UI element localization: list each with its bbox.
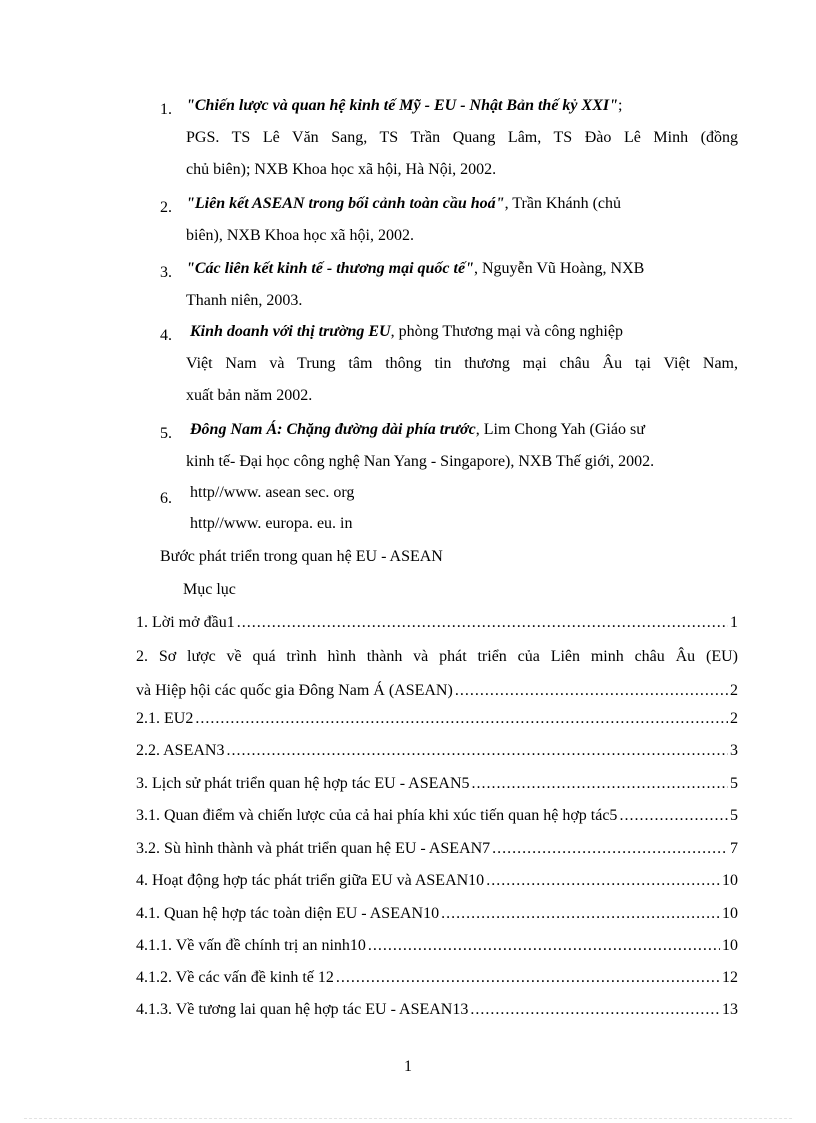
reference-item-4-line-3: xuất bản năm 2002.: [186, 387, 313, 404]
reference-number: 2.: [160, 199, 172, 216]
toc-entry[interactable]: 1. Lời mở đầu1 ..... 1: [136, 613, 738, 633]
toc-entry[interactable]: 4. Hoạt động hợp tác phát triển giữa EU và ASEAN10 ..... 10: [136, 871, 738, 891]
reference-item-5-line-2: kinh tế- Đại học công nghệ Nan Yang - Singapore), NXB Thế giới, 2002.: [186, 453, 655, 470]
reference-item-1-line-1: "Chiến lược và quan hệ kinh tế Mỹ - EU - Nhật Bản thế kỷ XXI";: [186, 97, 623, 114]
reference-title: "Các liên kết kinh tế - thương mại quốc tế": [186, 260, 474, 277]
toc-entry[interactable]: 4.1. Quan hệ hợp tác toàn diện EU - ASEAN10 ..... 10: [136, 904, 738, 924]
reference-item-2-line-2: biên), NXB Khoa học xã hội, 2002.: [186, 227, 414, 244]
reference-url-1[interactable]: http//www. asean sec. org: [190, 484, 355, 501]
reference-item-4-line-1: Kinh doanh với thị trường EU, phòng Thương mại và công nghiệp: [190, 323, 623, 340]
reference-number: 1.: [160, 101, 172, 118]
reference-title: "Chiến lược và quan hệ kinh tế Mỹ - EU - Nhật Bản thế kỷ XXI": [186, 97, 618, 114]
reference-number: 4.: [160, 327, 172, 344]
reference-url-2[interactable]: http//www. europa. eu. in: [190, 515, 353, 532]
toc-entry[interactable]: 4.1.3. Về tương lai quan hệ hợp tác EU - ASEAN13 ..... 13: [136, 1000, 738, 1020]
reference-item-1-line-3: chủ biên); NXB Khoa học xã hội, Hà Nội, 2002.: [186, 161, 497, 178]
reference-number: 5.: [160, 425, 172, 442]
reference-number: 6.: [160, 490, 172, 507]
toc-entry[interactable]: 2.2. ASEAN3 ..... 3: [136, 741, 738, 761]
reference-item-3-line-2: Thanh niên, 2003.: [186, 292, 303, 309]
reference-title: Kinh doanh với thị trường EU: [190, 323, 391, 340]
reference-item-2-line-1: "Liên kết ASEAN trong bối cảnh toàn cầu hoá", Trần Khánh (chủ: [186, 195, 621, 212]
toc-entry[interactable]: 3.2. Sù hình thành và phát triển quan hệ EU - ASEAN7 ..... 7: [136, 839, 738, 859]
toc-entry[interactable]: 3.1. Quan điểm và chiến lược của cả hai phía khi xúc tiến quan hệ hợp tác5 ..... 5: [136, 806, 738, 826]
toc-entry[interactable]: và Hiệp hội các quốc gia Đông Nam Á (ASEAN) ..... 2: [136, 681, 738, 701]
toc-heading: Mục lục: [183, 581, 236, 598]
reference-item-5-line-1: Đông Nam Á: Chặng đường dài phía trước, Lim Chong Yah (Giáo sư: [190, 421, 645, 438]
reference-number: 3.: [160, 264, 172, 281]
doc-title: Bước phát triển trong quan hệ EU - ASEAN: [160, 548, 443, 565]
reference-item-3-line-1: "Các liên kết kinh tế - thương mại quốc tế", Nguyễn Vũ Hoàng, NXB: [186, 260, 645, 277]
page-bottom-divider: [24, 1118, 792, 1119]
toc-entry-line[interactable]: 2. Sơ lược về quá trình hình thành và phát triển của Liên minh châu Âu (EU): [136, 648, 738, 665]
reference-item-4-line-2: Việt Nam và Trung tâm thông tin thương mại châu Âu tại Việt Nam,: [186, 355, 738, 372]
toc-entry[interactable]: 2.1. EU2 ..... 2: [136, 709, 738, 729]
toc-entry[interactable]: 3. Lịch sử phát triển quan hệ hợp tác EU - ASEAN5 ..... 5: [136, 774, 738, 794]
reference-title: Đông Nam Á: Chặng đường dài phía trước: [190, 421, 476, 438]
page-number: 1: [404, 1058, 412, 1075]
toc-entry[interactable]: 4.1.1. Về vấn đề chính trị an ninh10 ..... 10: [136, 936, 738, 956]
reference-title: "Liên kết ASEAN trong bối cảnh toàn cầu hoá": [186, 195, 505, 212]
toc-entry[interactable]: 4.1.2. Về các vấn đề kinh tế 12 ..... 12: [136, 968, 738, 988]
reference-item-1-line-2: PGS. TS Lê Văn Sang, TS Trần Quang Lâm, TS Đào Lê Minh (đồng: [186, 129, 738, 146]
